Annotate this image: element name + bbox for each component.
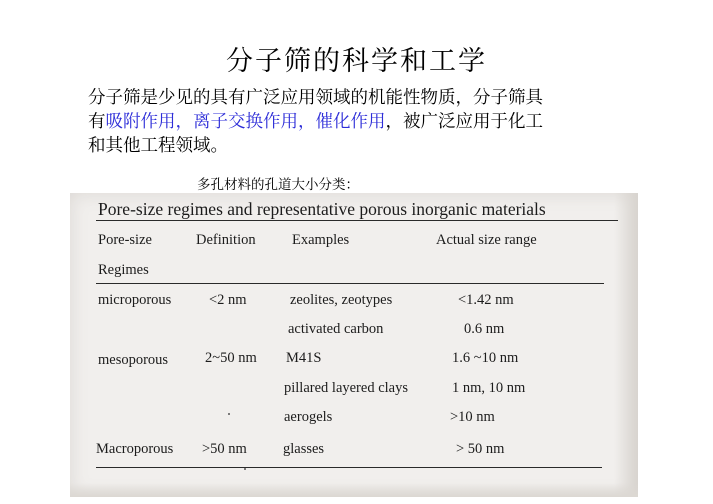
table-cell-size: 0.6 nm: [464, 321, 505, 337]
scan-speck: [244, 468, 246, 470]
header-rule: [96, 283, 604, 284]
intro-line-3: 和其他工程领域。: [88, 136, 228, 156]
table-cell-size: >10 nm: [450, 409, 495, 425]
table-heading: Pore-size regimes and representative porous inorganic materials: [98, 199, 546, 219]
table-cell-example: glasses: [283, 441, 325, 457]
table-caption: 多孔材料的孔道大小分类：: [197, 177, 359, 193]
table-cell-example: pillared layered clays: [284, 380, 408, 396]
table-cell-size: <1.42 nm: [458, 292, 514, 308]
table-cell-regime: microporous: [98, 292, 172, 308]
table-cell-example: aerogels: [284, 409, 333, 425]
column-header-pore-size: Pore-size: [98, 232, 152, 248]
table-cell-definition: >50 nm: [202, 441, 247, 457]
scanned-table-image: [70, 193, 638, 497]
table-cell-regime: mesoporous: [98, 352, 169, 368]
table-cell-regime: Macroporous: [96, 441, 174, 457]
table-cell-size: > 50 nm: [456, 441, 505, 457]
slide-title: 分子筛的科学和工学: [226, 46, 487, 77]
table-top-rule: [96, 220, 618, 221]
table-cell-definition: 2~50 nm: [205, 350, 257, 366]
table-cell-example: activated carbon: [288, 321, 384, 337]
table-cell-size: 1.6 ~10 nm: [452, 350, 519, 366]
column-header-examples: Examples: [292, 232, 350, 248]
scan-speck: [228, 413, 230, 415]
table-cell-definition: <2 nm: [209, 292, 247, 308]
table-bottom-rule: [96, 467, 602, 468]
column-header-actual-size: Actual size range: [436, 232, 537, 248]
intro-line-2-suffix: ，被广泛应用于化工: [385, 112, 543, 132]
table-cell-size: 1 nm, 10 nm: [452, 380, 526, 396]
intro-line-2-prefix: 有: [88, 112, 106, 132]
scan-shadow-right: [614, 193, 638, 497]
intro-paragraph: [88, 86, 633, 158]
scan-shadow-bottom: [70, 483, 638, 497]
intro-highlight-functions: 吸附作用，离子交换作用，催化作用: [105, 112, 386, 132]
column-header-regimes: Regimes: [98, 262, 149, 278]
intro-line-1: 分子筛是少见的具有广泛应用领域的机能性物质，分子筛具: [88, 88, 543, 108]
table-cell-example: zeolites, zeotypes: [290, 292, 393, 308]
intro-line-2: [88, 110, 633, 134]
column-header-definition: Definition: [196, 232, 256, 248]
table-cell-example: M41S: [286, 350, 322, 366]
